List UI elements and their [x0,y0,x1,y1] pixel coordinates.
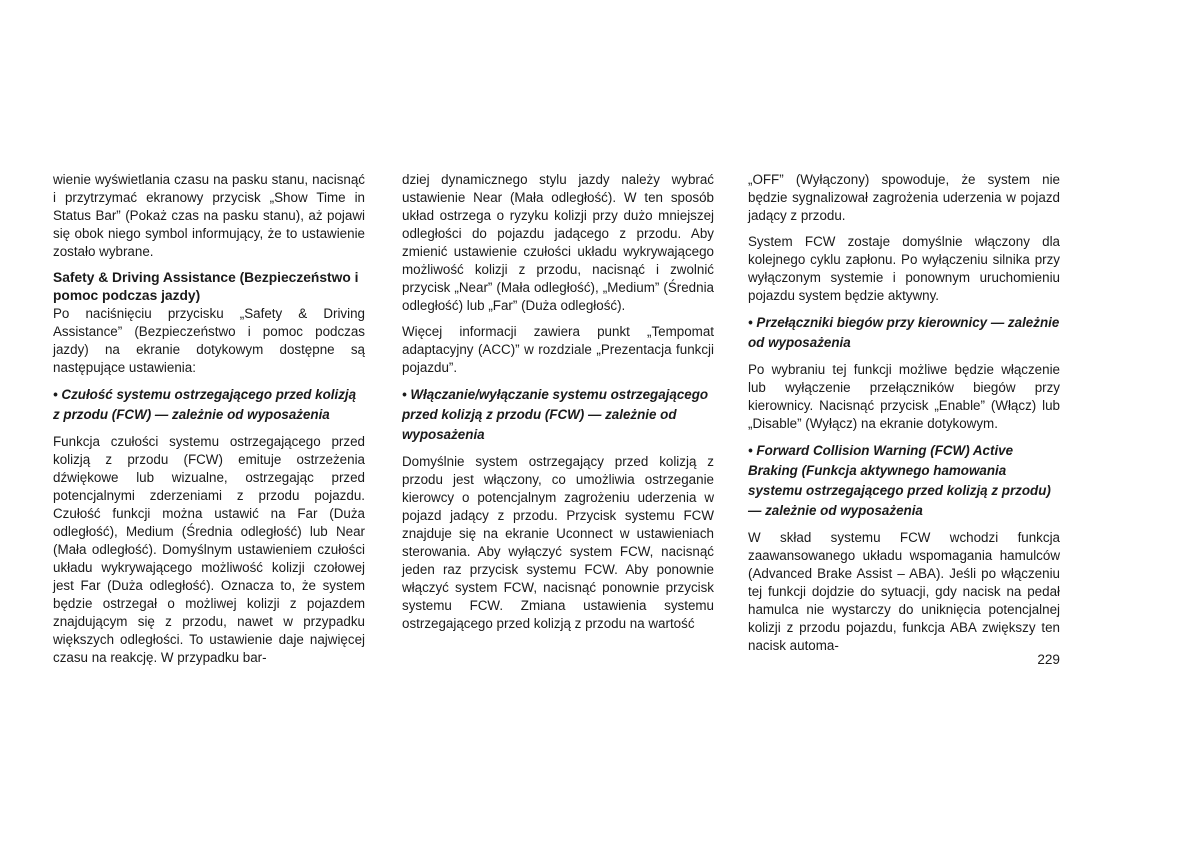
section-heading-safety: Safety & Driving Assistance (Bezpieczeństwo i pomoc podczas jazdy) [53,270,359,303]
paragraph-safety-intro: Po naciśnięciu przycisku „Safety & Driving Assistance” (Bezpieczeństwo i pomoc podczas jazdy) na ekranie dotykowym dostępne są następujące ustawienia: [53,306,365,375]
page-number: 229 [1037,652,1060,667]
text-column-middle [402,171,714,633]
paragraph-paddle-shifters: Po wybraniu tej funkcji możliwe będzie włączenie lub wyłączenie przełączników biegów przy kierownicy. Nacisnąć przycisk „Enable” (Włącz) lub „Disable” (Wyłącz) na ekranie dotykowym. [748,362,1060,431]
paragraph-show-time: wienie wyświetlania czasu na pasku stanu, nacisnąć i przytrzymać ekranowy przycisk „Show Time in Status Bar” (Pokaż czas na pasku stanu), aż pojawi się obok niego symbol informujący, że to ustawienie zostało wybrane. [53,172,365,259]
bullet-fcw-on-off: • Włączanie/wyłączanie systemu ostrzegającego przed kolizją z przodu (FCW) — zależnie od wyposażenia [402,387,709,442]
paragraph-fcw-on-off: Domyślnie system ostrzegający przed kolizją z przodu jest włączony, co umożliwia ostrzeganie kierowcy o potencjalnym zagrożeniu uderzenia w pojazd jadący z przodu. Przycisk systemu FCW znajduje się na ekranie Uconnect w ustawieniach sterowania. Aby wyłączyć system FCW, nacisnąć jeden raz przycisk systemu FCW. Aby ponownie włączyć system FCW, nacisnąć ponownie przycisk systemu FCW. Zmiana ustawienia systemu ostrzegającego przed kolizją z przodu na wartość [402,454,714,631]
paragraph-fcw-off: „OFF” (Wyłączony) spowoduje, że system nie będzie sygnalizował zagrożenia uderzenia w pojazd jadący z przodu. [748,172,1060,223]
bullet-fcw-sensitivity: • Czułość systemu ostrzegającego przed kolizją z przodu (FCW) — zależnie od wyposażenia [53,387,357,422]
text-column-right [748,171,1060,655]
paragraph-fcw-active-braking: W skład systemu FCW wchodzi funkcja zaawansowanego układu wspomagania hamulców (Advanced Brake Assist – ABA). Jeśli po włączeniu tej funkcji dojdzie do sytuacji, gdy nacisk na pedał hamulca nie wystarczy do uniknięcia potencjalnej kolizji z przodu pojazdu, funkcja ABA zwiększy ten nacisk automa- [748,530,1060,653]
bullet-fcw-active-braking: • Forward Collision Warning (FCW) Active Braking (Funkcja aktywnego hamowania systemu ostrzegającego przed kolizją z przodu) — zależnie od wyposażenia [748,443,1051,518]
paragraph-near-setting: dziej dynamicznego stylu jazdy należy wybrać ustawienie Near (Mała odległość). W ten sposób układ ostrzega o ryzyku kolizji przy dużo mniejszej odległości do pojazdu jadącego z przodu. Aby zmienić ustawienie czułości układu wykrywającego możliwość kolizji z przodu, nacisnąć i zwolnić przycisk „Near” (Mała odległość), „Medium” (Średnia odległość) lub „Far” (Duża odległość). [402,172,714,313]
bullet-paddle-shifters: • Przełączniki biegów przy kierownicy — zależnie od wyposażenia [748,315,1060,350]
paragraph-fcw-default: System FCW zostaje domyślnie włączony dla kolejnego cyklu zapłonu. Po wyłączeniu silnika przy wyłączonym systemie i ponownym uruchomieniu pojazdu system będzie aktywny. [748,234,1060,303]
paragraph-fcw-sensitivity: Funkcja czułości systemu ostrzegającego przed kolizją z przodu (FCW) emituje ostrzeżenia dźwiękowe lub wizualne, ostrzegając przed potencjalnymi zderzeniami z przodu pojazdu. Czułość funkcji można ustawić na Far (Duża odległość), Medium (Średnia odległość) lub Near (Mała odległość). Domyślnym ustawieniem czułości układu wykrywającego możliwość kolizji czołowej jest Far (Duża odległość). Oznacza to, że system będzie ostrzegał o możliwej kolizji z pojazdem znajdującym się z przodu, nawet w przypadku większych odległości. To ustawienie daje najwięcej czasu na reakcję. W przypadku bar- [53,434,365,665]
text-column-left [53,171,365,667]
paragraph-acc-reference: Więcej informacji zawiera punkt „Tempomat adaptacyjny (ACC)” w rozdziale „Prezentacja funkcji pojazdu”. [402,324,714,375]
